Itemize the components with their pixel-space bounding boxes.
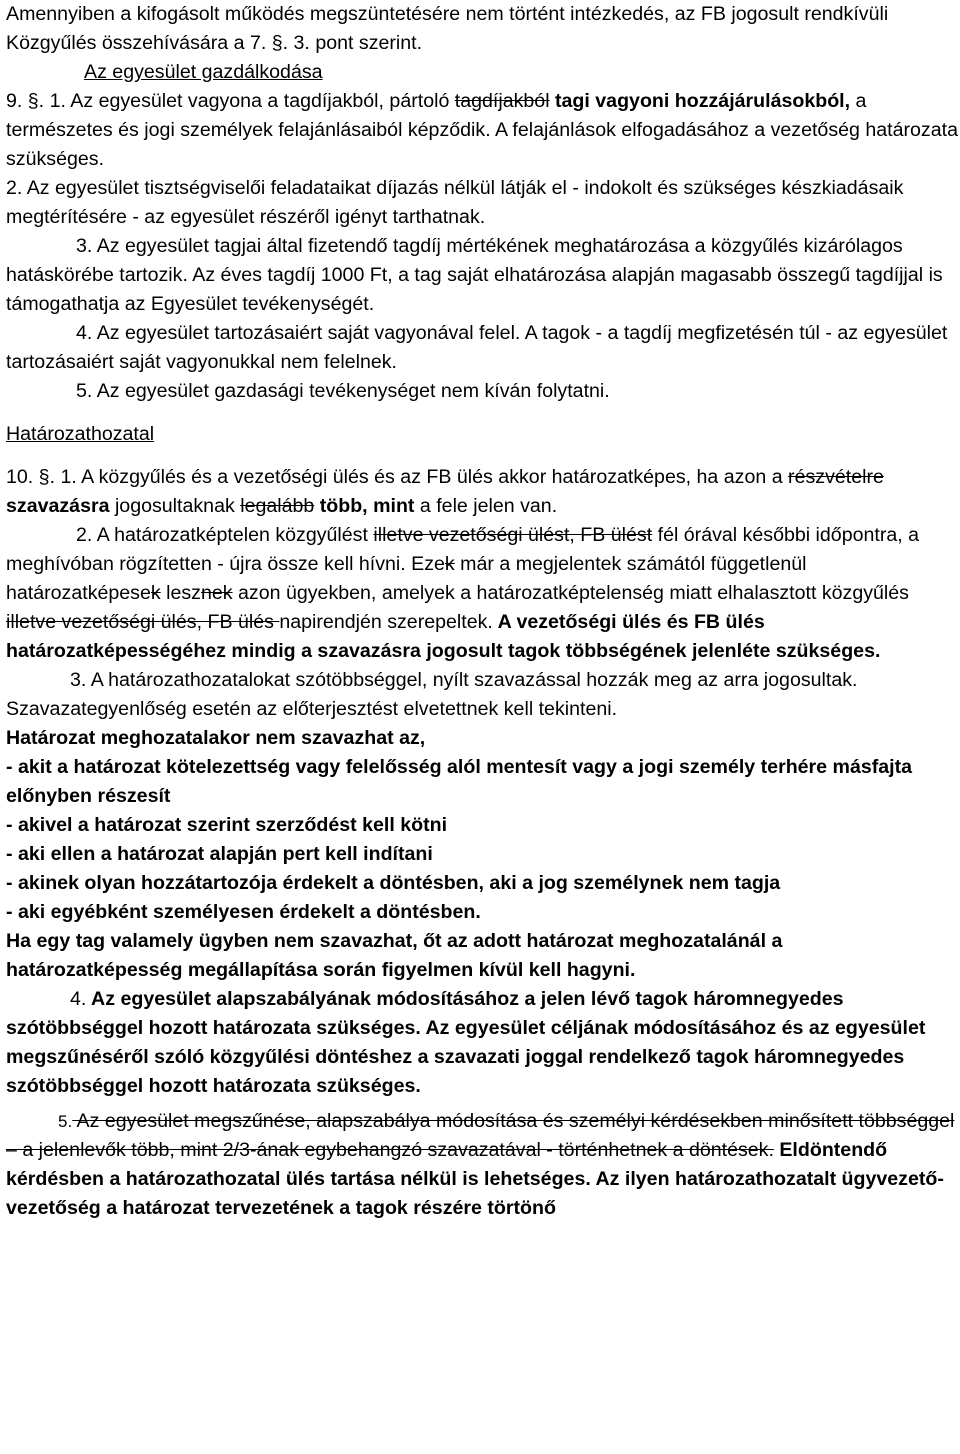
text-run: - akivel a határozat szerint szerződést kell kötni [6,814,448,836]
inserted-text: szavazásra [6,495,110,517]
document-page [6,0,958,1223]
paragraph-quorum-exclusion [6,927,958,985]
inserted-text: Eldöntendő kérdésben a határozathozatal ülés tartása nélkül is lehetséges. Az ilyen határozathozatalt ügyvezető-vezetőség a határozat tervezetének a tagok részére törtönő [6,1139,944,1219]
section-heading-decisions [6,420,958,449]
text-run: Amennyiben a kifogásolt működés megszüntetésére nem történt intézkedés, az FB jogosult rendkívüli Közgyűlés összehívására a 7. §. 3. pont szerint. [6,3,889,54]
paragraph-10-3 [6,666,958,724]
text-run: 10. §. 1. A közgyűlés és a vezetőségi ülés és az FB ülés akkor határozatképes, ha azon a [6,466,789,488]
text-run: 2. A határozatképtelen közgyűlést [76,524,374,546]
paragraph-9-5 [6,377,958,406]
paragraph-9-4 [6,319,958,377]
list-item-exclusion-3 [6,840,958,869]
text-run: fél órával későbbi időpontra, a meghívóban rögzítetten - újra össze kell hívni. Eze [6,524,920,575]
text-run: a természetes és jogi személyek felajánlásaiból képződik. A felajánlások elfogadásához a vezetőség határozata szükséges. [6,90,958,170]
section-heading-finances [6,58,958,87]
text-run: 3. Az egyesület tagjai által fizetendő tagdíj mértékének meghatározása a közgyűlés kizárólagos hatáskörébe tartozik. Az éves tagdíj 1000 Ft, a tag saját elhatározása alapján magasabb összegű tagdíjjal is támogathatja az Egyesület tevékenységét. [6,235,943,315]
list-item-exclusion-2 [6,811,958,840]
text-run: Határozat meghozatalakor nem szavazhat az, [6,727,426,749]
deleted-text: legalább [240,495,315,517]
spacer [6,406,958,420]
text-run: - akinek olyan hozzátartozója érdekelt a döntésben, aki a jog személynek nem tagja [6,872,781,894]
deleted-text: Az egyesület megszűnése, alapszabálya módosítása és személyi kérdésekben minősített többséggel – a jelenlevők több, mint 2/3-ának egybehangzó szavazatával - történhetnek a döntések. [6,1110,955,1161]
text-run: már a megjelentek számától függetlenül határozatképese [6,553,807,604]
text-run: - akit a határozat kötelezettség vagy felelősség alól mentesít vagy a jogi személy terhére másfajta előnyben részesít [6,756,913,807]
paragraph-9-1 [6,87,958,174]
text-run: 4. Az egyesület tartozásaiért saját vagyonával felel. A tagok - a tagdíj megfizetésén túl - az egyesület tartozásaiért saját vagyonukkal nem felelnek. [6,322,948,373]
list-item-exclusion-5 [6,898,958,927]
paragraph-10-5 [6,1107,958,1223]
paragraph-9-2 [6,174,958,232]
paragraph-supervisory-board [6,0,958,58]
text-run: a fele jelen van. [414,495,558,517]
inserted-text: A vezetőségi ülés és FB ülés határozatképességéhez mindig a szavazásra jogosult tagok többségének jelenléte szükséges. [6,611,881,662]
paragraph-9-3 [6,232,958,319]
heading-text: Az egyesület gazdálkodása [84,61,323,83]
item-number: 4. [70,988,87,1010]
item-number: 5. [58,1112,73,1131]
text-run: 5. Az egyesület gazdasági tevékenységet nem kíván folytatni. [76,380,610,402]
text-run: jogosultaknak [109,495,241,517]
heading-text: Határozathozatal [6,423,155,445]
inserted-text: Az egyesület alapszabályának módosításához a jelen lévő tagok háromnegyedes szótöbbséggel hozott határozata szükséges. Az egyesület céljának módosításához és az egyesület megszűnéséről szóló közgyűlési döntéshez a szavazati joggal rendelkező tagok háromnegyedes szótöbbséggel hozott határozata szükséges. [6,988,926,1097]
deleted-text: részvételre [788,466,884,488]
inserted-text: több, mint [314,495,415,517]
text-run: 9. §. 1. Az egyesület vagyona a tagdíjakból, pártoló [6,90,455,112]
deleted-text: nek [200,582,233,604]
deleted-text: tagdíjakból [454,90,550,112]
paragraph-10-4 [6,985,958,1101]
list-item-exclusion-4 [6,869,958,898]
paragraph-10-1 [6,463,958,521]
deleted-text: k [444,553,455,575]
inserted-text: tagi vagyoni hozzájárulásokból, [549,90,851,112]
deleted-text: illetve vezetőségi ülést, FB ülést [373,524,653,546]
deleted-text: illetve vezetőségi ülés, FB ülés [6,611,280,633]
text-run: 2. Az egyesület tisztségviselői feladataikat díjazás nélkül látják el - indokolt és szükséges készkiadásaik megtérítésére - az egyesület részéről igényt tarthatnak. [6,177,904,228]
text-run: 3. A határozathozatalokat szótöbbséggel, nyílt szavazással hozzák meg az arra jogosultak. Szavazategyenlőség esetén az előterjesztést elvetettnek kell tekinteni. [6,669,858,720]
text-run: azon ügyekben, amelyek a határozatképtelenség miatt elhalasztott közgyűlés [232,582,909,604]
paragraph-exclusion-intro [6,724,958,753]
text-run: - aki ellen a határozat alapján pert kell indítani [6,843,433,865]
deleted-text: k [150,582,161,604]
list-item-exclusion-1 [6,753,958,811]
text-run: napirendjén szerepeltek. [279,611,493,633]
text-run: Ha egy tag valamely ügyben nem szavazhat, őt az adott határozat meghozatalánál a határozatképesség megállapítása során figyelmen kívül kell hagyni. [6,930,783,981]
paragraph-10-2 [6,521,958,666]
spacer [6,449,958,463]
text-run: lesz [160,582,201,604]
text-run: - aki egyébként személyesen érdekelt a döntésben. [6,901,481,923]
